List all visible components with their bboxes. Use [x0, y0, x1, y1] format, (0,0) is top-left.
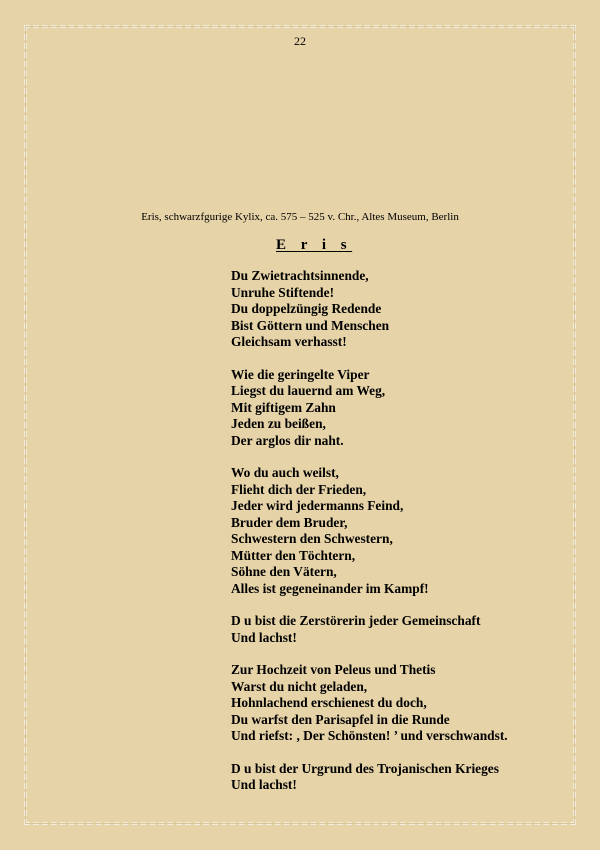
poem-line: Jeder wird jedermanns Feind, [231, 498, 404, 513]
poem-line: Hohnlachend erschienest du doch, [231, 695, 427, 710]
poem-line: Gleichsam verhasst! [231, 334, 347, 349]
poem-stanza [231, 465, 561, 597]
poem-line: Bruder dem Bruder, [231, 514, 348, 530]
poem-line: Zur Hochzeit von Peleus und Thetis [231, 662, 436, 677]
page-number: 22 [294, 34, 306, 48]
poem-line: Du Zwietrachtsinnende, [231, 268, 369, 283]
poem-line: Jeden zu beißen, [231, 416, 326, 431]
poem-line: Liegst du lauernd am Weg, [231, 383, 386, 398]
poem-line: Söhne den Vätern, [231, 564, 337, 579]
poem-body [231, 268, 561, 810]
poem-line: Du warfst den Parisapfel in die Runde [231, 711, 450, 727]
poem-line: Und lachst! [231, 629, 297, 645]
poem-stanza [231, 761, 561, 794]
poem-line: Du doppelzüngig Redende [231, 301, 382, 316]
poem-line: Flieht dich der Frieden, [231, 481, 367, 497]
poem-line: D u bist der Urgrund des Trojanischen Krieges [231, 760, 499, 776]
poem-line: Unruhe Stiftende! [231, 284, 335, 300]
poem-line: Mit giftigem Zahn [231, 399, 336, 415]
poem-line: Der arglos dir naht. [231, 432, 344, 448]
poem-line: Wo du auch weilst, [231, 465, 339, 480]
poem-line: Bist Göttern und Menschen [231, 317, 390, 333]
poem-line: Mütter den Töchtern, [231, 547, 356, 563]
poem-stanza [231, 268, 561, 351]
poem-line: Wie die geringelte Viper [231, 366, 370, 382]
poem-stanza [231, 613, 561, 646]
poem-line: Und riefst: , Der Schönsten! ’ und verschwandst. [231, 728, 508, 743]
poem-line: Und lachst! [231, 777, 297, 792]
poem-stanza [231, 662, 561, 745]
poem-stanza [231, 367, 561, 450]
poem-line: D u bist die Zerstörerin jeder Gemeinschaft [231, 613, 481, 628]
poem-line: Alles ist gegeneinander im Kampf! [231, 580, 429, 596]
poem-line: Schwestern den Schwestern, [231, 531, 393, 546]
poem-line: Warst du nicht geladen, [231, 678, 368, 694]
image-caption: Eris, schwarzfgurige Kylix, ca. 575 – 525 v. Chr., Altes Museum, Berlin [141, 211, 459, 223]
poem-title: E r i s [276, 237, 353, 253]
